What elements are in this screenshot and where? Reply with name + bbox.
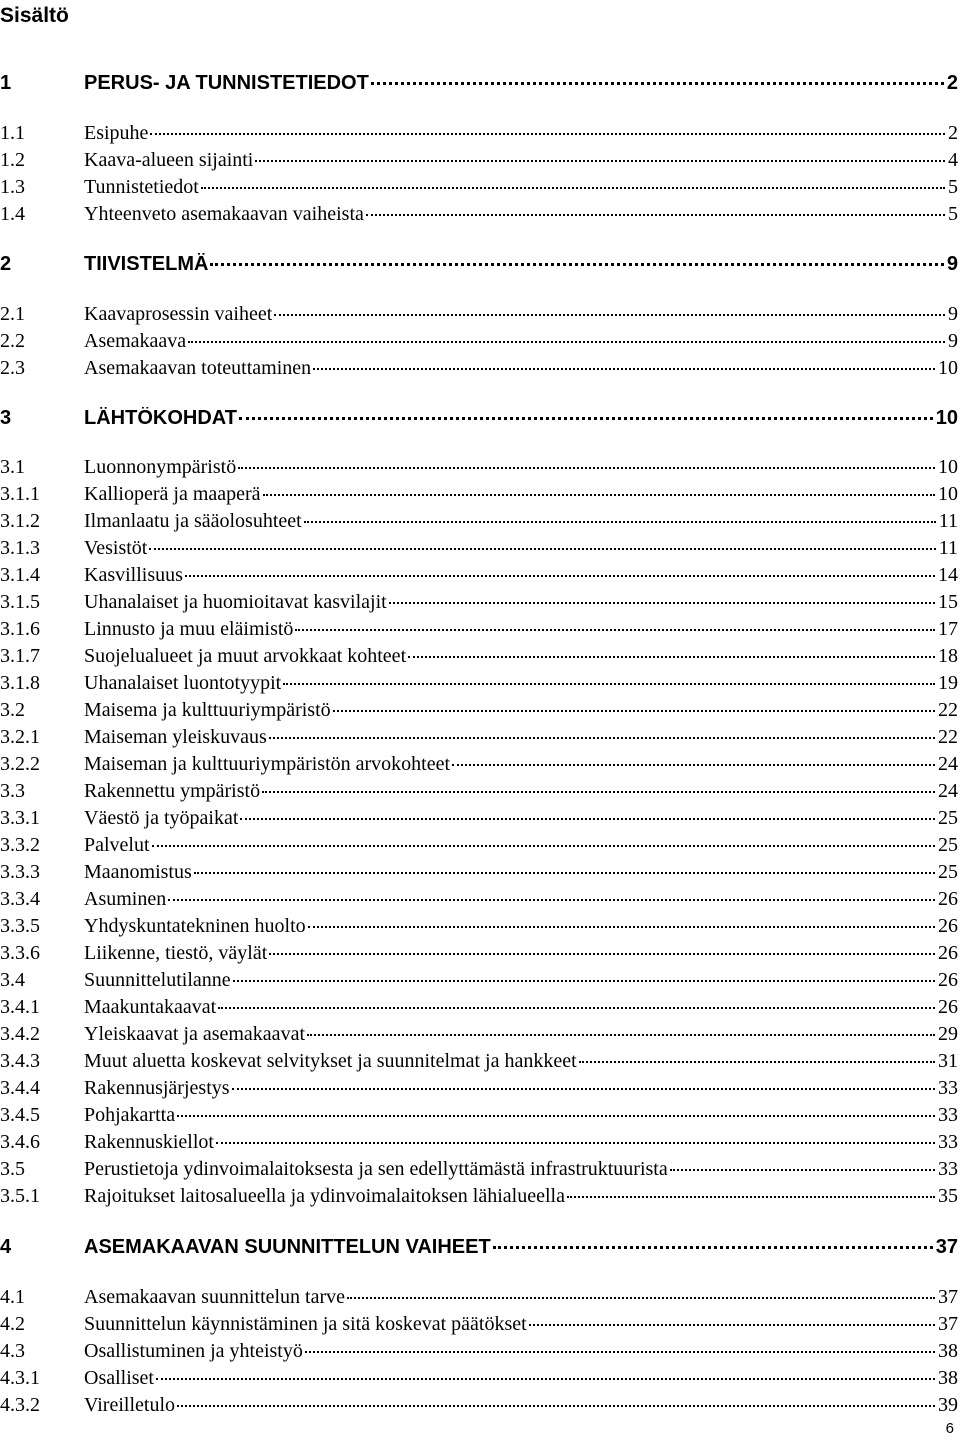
toc-entry-page: 39 (938, 1394, 958, 1416)
toc-entry[interactable] (0, 330, 958, 357)
toc-entry[interactable] (0, 303, 958, 330)
dot-leader (670, 1169, 935, 1171)
toc-entry-number: 4 (0, 1236, 12, 1258)
toc-entry-number: 4.3.1 (0, 1367, 40, 1389)
toc-entry-label: Suunnittelutilanne (84, 969, 231, 991)
toc-entry-number: 3.3.5 (0, 915, 40, 937)
toc-entry-page: 2 (948, 122, 958, 144)
toc-entry-label: Rakennuskiellot (84, 1131, 214, 1153)
toc-entry-page: 38 (938, 1367, 958, 1389)
toc-entry-number: 1 (0, 72, 12, 94)
toc-entry-label: Osallistuminen ja yhteistyö (84, 1340, 303, 1362)
toc-entry[interactable] (0, 699, 958, 726)
toc-entry-page: 38 (938, 1340, 958, 1362)
dot-leader (216, 1142, 935, 1144)
toc-entry[interactable] (0, 1158, 958, 1185)
toc-entry-page: 17 (938, 618, 958, 640)
dot-leader (307, 1034, 935, 1036)
toc-entry-number: 3.4.2 (0, 1023, 40, 1045)
toc-entry-page: 35 (938, 1185, 958, 1207)
toc-entry-page: 33 (938, 1104, 958, 1126)
toc-entry-page: 10 (935, 407, 958, 429)
toc-entry-label: Väestö ja työpaikat (84, 807, 239, 829)
toc-entry-number: 1.1 (0, 122, 25, 144)
toc-entry-label: Yhdyskuntatekninen huolto (84, 915, 306, 937)
toc-entry-label: Muut aluetta koskevat selvitykset ja suunnitelmat ja hankkeet (84, 1050, 577, 1072)
toc-entry[interactable] (0, 1077, 958, 1104)
toc-entry-number: 1.2 (0, 149, 25, 171)
toc-entry-number: 3.3.3 (0, 861, 40, 883)
toc-entry-label: Asemakaava (84, 330, 187, 352)
toc-entry-page: 5 (948, 203, 958, 225)
toc-entry-label: Kaava-alueen sijainti (84, 149, 254, 171)
toc-entry-number: 2 (0, 253, 12, 275)
toc-entry[interactable] (0, 1104, 958, 1131)
toc-entry-number: 2.1 (0, 303, 25, 325)
toc-entry[interactable] (0, 645, 958, 672)
toc-entry-label: Rakennusjärjestys (84, 1077, 230, 1099)
toc-entry[interactable] (0, 456, 958, 483)
dot-leader (308, 926, 935, 928)
toc-entry[interactable] (0, 1185, 958, 1212)
dot-leader (371, 82, 944, 85)
toc-entry[interactable] (0, 915, 958, 942)
toc-entry-page: 25 (938, 834, 958, 856)
toc-entry-number: 3.1.8 (0, 672, 40, 694)
dot-leader (188, 341, 945, 343)
dot-leader (156, 1378, 935, 1380)
toc-entry[interactable] (0, 407, 958, 434)
dot-leader (304, 521, 936, 523)
toc-entry-page: 19 (938, 672, 958, 694)
toc-entry-label: Uhanalaiset ja huomioitavat kasvilajit (84, 591, 387, 613)
toc-entry-number: 1.3 (0, 176, 25, 198)
toc-entry-number: 3.1 (0, 456, 25, 478)
toc-entry[interactable] (0, 780, 958, 807)
toc-entry[interactable] (0, 1050, 958, 1077)
toc-entry-label: Osalliset (84, 1367, 154, 1389)
toc-entry-number: 3.4.5 (0, 1104, 40, 1126)
toc-entry-page: 10 (938, 357, 958, 379)
toc-entry[interactable] (0, 591, 958, 618)
toc-entry-number: 4.3 (0, 1340, 25, 1362)
toc-entry[interactable] (0, 510, 958, 537)
toc-entry-label: Kaavaprosessin vaiheet (84, 303, 273, 325)
toc-entry-page: 10 (938, 483, 958, 505)
toc-entry-number: 3.4.4 (0, 1077, 40, 1099)
dot-leader (295, 629, 935, 631)
toc-entry-number: 3.1.3 (0, 537, 40, 559)
toc-entry[interactable] (0, 618, 958, 645)
dot-leader (269, 953, 935, 955)
toc-entry-number: 3.3.1 (0, 807, 40, 829)
toc-entry-page: 2 (946, 72, 958, 94)
toc-entry-label: TIIVISTELMÄ (84, 253, 209, 275)
toc-entry-label: LÄHTÖKOHDAT (84, 407, 237, 429)
toc-entry-number: 3.1.4 (0, 564, 40, 586)
toc-entry-number: 3.3 (0, 780, 25, 802)
toc-entry[interactable] (0, 357, 958, 384)
dot-leader (177, 1115, 935, 1117)
dot-leader (408, 656, 935, 658)
dot-leader (269, 737, 935, 739)
toc-entry-page: 37 (938, 1313, 958, 1335)
toc-entry-label: Asemakaavan toteuttaminen (84, 357, 312, 379)
toc-entry-label: Ilmanlaatu ja sääolosuhteet (84, 510, 302, 532)
toc-entry[interactable] (0, 122, 958, 149)
dot-leader (493, 1246, 933, 1249)
dot-leader (150, 133, 945, 135)
toc-entry[interactable] (0, 1340, 958, 1367)
toc-entry[interactable] (0, 1023, 958, 1050)
toc-entry[interactable] (0, 834, 958, 861)
toc-entry[interactable] (0, 1131, 958, 1158)
toc-entry-label: Rajoitukset laitosalueella ja ydinvoimalaitoksen lähialueella (84, 1185, 565, 1207)
toc-entry-label: Asemakaavan suunnittelun tarve (84, 1286, 346, 1308)
toc-entry-label: Tunnistetiedot (84, 176, 199, 198)
toc-entry-number: 3.1.1 (0, 483, 40, 505)
toc-entry-page: 5 (948, 176, 958, 198)
dot-leader (452, 764, 935, 766)
toc-entry-number: 3.1.2 (0, 510, 40, 532)
toc-entry[interactable] (0, 149, 958, 176)
toc-entry-label: Asuminen (84, 888, 167, 910)
toc-entry-label: Maiseman ja kulttuuriympäristön arvokohteet (84, 753, 451, 775)
toc-entry[interactable] (0, 969, 958, 996)
toc-entry[interactable] (0, 996, 958, 1023)
toc-entry-number: 4.1 (0, 1286, 25, 1308)
toc-entry-label: Esipuhe (84, 122, 149, 144)
toc-entry-number: 4.2 (0, 1313, 25, 1335)
toc-entry-page: 33 (938, 1158, 958, 1180)
toc-entry-label: PERUS- JA TUNNISTETIEDOT (84, 72, 369, 94)
toc-entry[interactable] (0, 1367, 958, 1394)
dot-leader (152, 845, 935, 847)
toc-entry-label: Maanomistus (84, 861, 192, 883)
toc-entry[interactable] (0, 888, 958, 915)
toc-entry-label: Vesistöt (84, 537, 148, 559)
toc-entry[interactable] (0, 176, 958, 203)
dot-leader (579, 1061, 935, 1063)
toc-entry-page: 18 (938, 645, 958, 667)
page-title: Sisältö (0, 4, 69, 27)
toc-entry-number: 2.3 (0, 357, 25, 379)
dot-leader (210, 263, 943, 266)
toc-entry-label: Palvelut (84, 834, 150, 856)
dot-leader (567, 1196, 935, 1198)
dot-leader (238, 467, 935, 469)
toc-entry-number: 3.2 (0, 699, 25, 721)
dot-leader (255, 160, 945, 162)
toc-entry-label: Kasvillisuus (84, 564, 183, 586)
toc-entry-number: 3.3.6 (0, 942, 40, 964)
toc-entry[interactable] (0, 203, 958, 230)
toc-entry-number: 4.3.2 (0, 1394, 40, 1416)
toc-entry[interactable] (0, 726, 958, 753)
toc-entry-page: 9 (948, 330, 958, 352)
toc-entry-label: Rakennettu ympäristö (84, 780, 261, 802)
toc-entry-page: 9 (946, 253, 958, 275)
toc-entry-label: Maakuntakaavat (84, 996, 217, 1018)
toc-entry-label: Luonnonympäristö (84, 456, 237, 478)
toc-entry-page: 15 (938, 591, 958, 613)
toc-entry-number: 3.4.3 (0, 1050, 40, 1072)
toc-entry-page: 26 (938, 996, 958, 1018)
toc-entry-number: 3.2.2 (0, 753, 40, 775)
dot-leader (233, 980, 935, 982)
toc-entry-page: 26 (938, 942, 958, 964)
toc-entry-number: 3.3.2 (0, 834, 40, 856)
toc-entry-label: Pohjakartta (84, 1104, 176, 1126)
toc-entry-page: 11 (938, 537, 958, 559)
toc-entry-page: 26 (938, 915, 958, 937)
dot-leader (201, 187, 945, 189)
toc-entry-page: 22 (938, 726, 958, 748)
toc-entry-label: Uhanalaiset luontotyypit (84, 672, 282, 694)
toc-entry-page: 37 (938, 1286, 958, 1308)
toc-entry-number: 3.3.4 (0, 888, 40, 910)
dot-leader (313, 368, 935, 370)
page-number: 6 (945, 1420, 954, 1437)
toc-entry[interactable] (0, 253, 958, 280)
toc-entry[interactable] (0, 807, 958, 834)
dot-leader (333, 710, 935, 712)
toc-entry-page: 26 (938, 969, 958, 991)
toc-entry-label: Kallioperä ja maaperä (84, 483, 261, 505)
toc-entry-page: 22 (938, 699, 958, 721)
toc-entry-label: Suunnittelun käynnistäminen ja sitä koskevat päätökset (84, 1313, 527, 1335)
toc-entry[interactable] (0, 537, 958, 564)
dot-leader (239, 417, 933, 420)
dot-leader (218, 1007, 935, 1009)
dot-leader (240, 818, 935, 820)
dot-leader (283, 683, 935, 685)
toc-entry-label: ASEMAKAAVAN SUUNNITTELUN VAIHEET (84, 1236, 491, 1258)
toc-entry-label: Yhteenveto asemakaavan vaiheista (84, 203, 364, 225)
toc-entry-number: 3.4.1 (0, 996, 40, 1018)
toc-entry-page: 31 (938, 1050, 958, 1072)
toc-entry[interactable] (0, 483, 958, 510)
toc-entry[interactable] (0, 672, 958, 699)
toc-entry-label: Linnusto ja muu eläimistö (84, 618, 294, 640)
toc-entry-page: 33 (938, 1077, 958, 1099)
toc-entry-label: Suojelualueet ja muut arvokkaat kohteet (84, 645, 407, 667)
toc-entry-label: Liikenne, tiestö, väylät (84, 942, 268, 964)
toc-entry-number: 3.1.7 (0, 645, 40, 667)
toc-entry[interactable] (0, 1236, 958, 1263)
toc-entry-page: 33 (938, 1131, 958, 1153)
toc-entry-page: 14 (938, 564, 958, 586)
toc-entry-number: 3.1.6 (0, 618, 40, 640)
toc-entry-page: 24 (938, 753, 958, 775)
dot-leader (177, 1405, 935, 1407)
toc-entry[interactable] (0, 1286, 958, 1313)
dot-leader (194, 872, 935, 874)
toc-entry-number: 3 (0, 407, 12, 429)
dot-leader (232, 1088, 935, 1090)
toc-entry[interactable] (0, 1394, 958, 1421)
toc-entry[interactable] (0, 753, 958, 780)
toc-entry-number: 3.4 (0, 969, 25, 991)
toc-entry[interactable] (0, 564, 958, 591)
dot-leader (389, 602, 935, 604)
toc-entry-label: Maisema ja kulttuuriympäristö (84, 699, 331, 721)
dot-leader (168, 899, 935, 901)
dot-leader (366, 214, 945, 216)
toc-entry-number: 3.5 (0, 1158, 25, 1180)
toc-entry-number: 3.4.6 (0, 1131, 40, 1153)
toc-entry-number: 2.2 (0, 330, 25, 352)
toc-entry[interactable] (0, 1313, 958, 1340)
toc-entry-label: Vireilletulo (84, 1394, 175, 1416)
dot-leader (263, 494, 935, 496)
toc-entry-page: 29 (938, 1023, 958, 1045)
toc-entry-label: Maiseman yleiskuvaus (84, 726, 267, 748)
toc-entry-page: 26 (938, 888, 958, 910)
toc-entry-page: 9 (948, 303, 958, 325)
toc-entry-page: 24 (938, 780, 958, 802)
dot-leader (347, 1297, 935, 1299)
toc-entry-page: 4 (948, 149, 958, 171)
toc-entry[interactable] (0, 72, 958, 99)
toc-entry[interactable] (0, 861, 958, 888)
dot-leader (262, 791, 935, 793)
toc-entry-page: 11 (938, 510, 958, 532)
toc-entry-page: 25 (938, 807, 958, 829)
toc-entry-label: Yleiskaavat ja asemakaavat (84, 1023, 305, 1045)
dot-leader (305, 1351, 935, 1353)
toc-entry-page: 25 (938, 861, 958, 883)
toc-entry-page: 10 (938, 456, 958, 478)
dot-leader (529, 1324, 935, 1326)
dot-leader (185, 575, 935, 577)
toc-entry-page: 37 (935, 1236, 958, 1258)
toc-entry-number: 1.4 (0, 203, 25, 225)
toc-entry-number: 3.5.1 (0, 1185, 40, 1207)
toc-entry-number: 3.1.5 (0, 591, 40, 613)
toc-entry[interactable] (0, 942, 958, 969)
toc-entry-label: Perustietoja ydinvoimalaitoksesta ja sen edellyttämästä infrastruktuurista (84, 1158, 668, 1180)
dot-leader (274, 314, 945, 316)
dot-leader (149, 548, 935, 550)
toc-entry-number: 3.2.1 (0, 726, 40, 748)
